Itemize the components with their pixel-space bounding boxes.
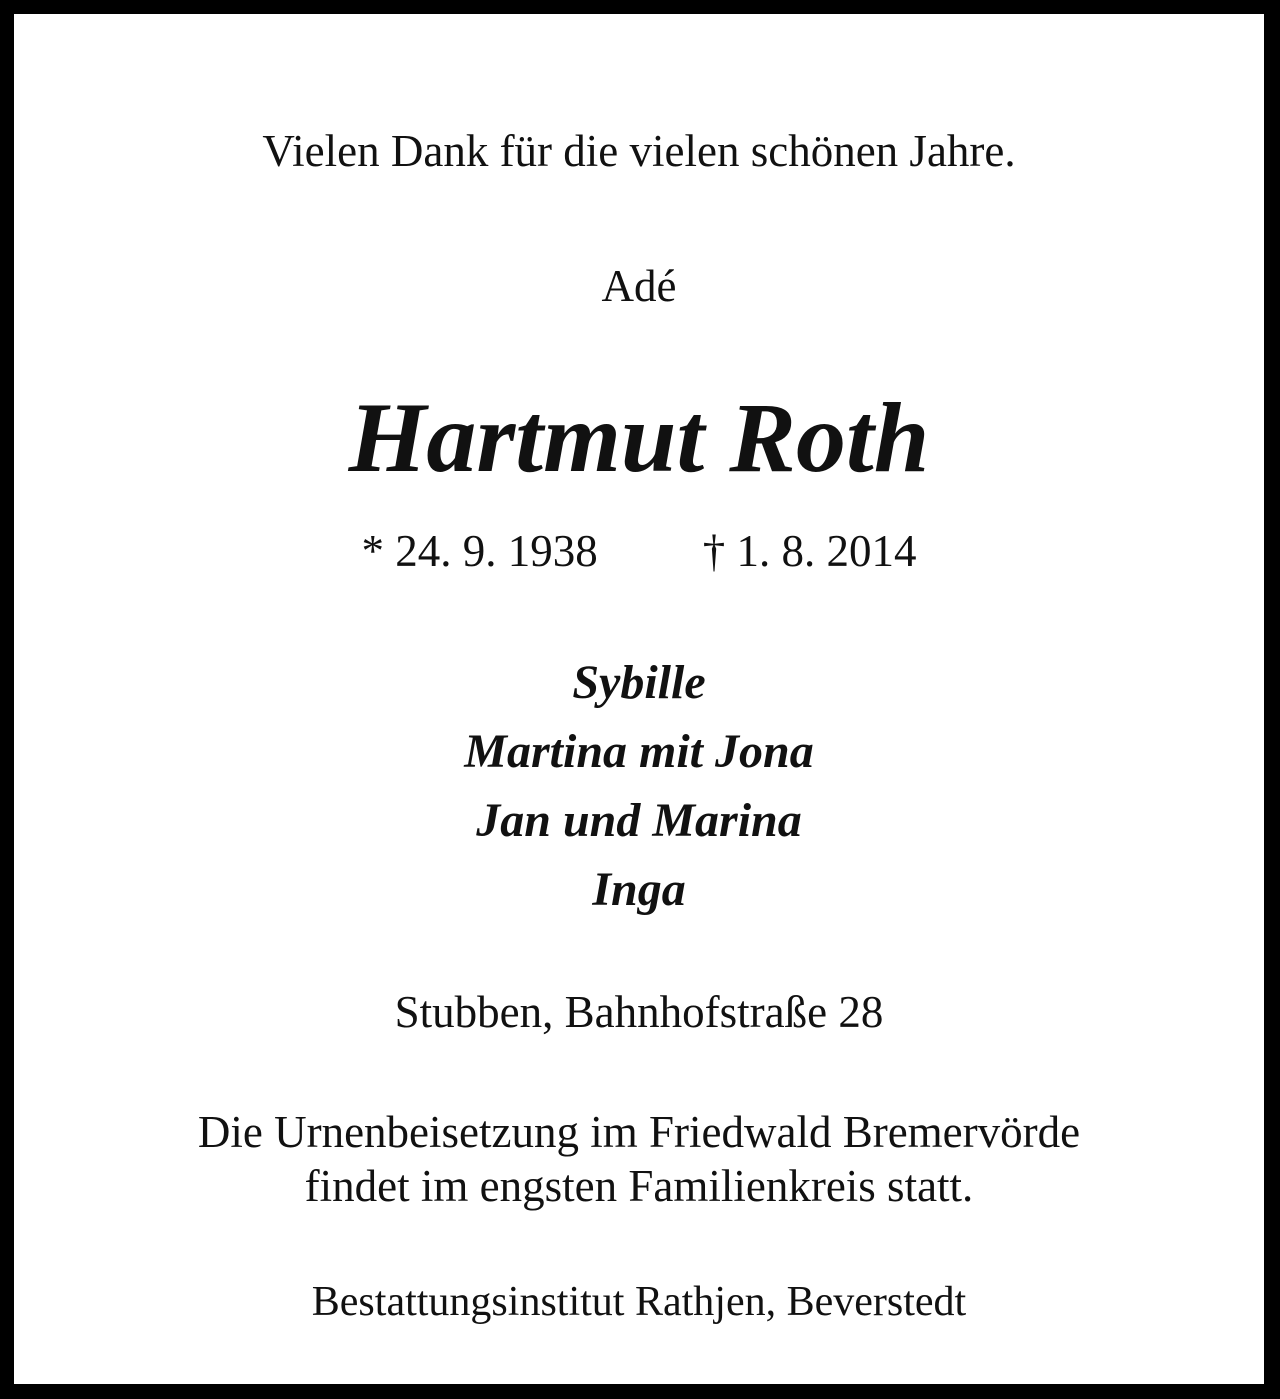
mourner-name: Inga xyxy=(592,863,686,916)
mourner-name: Sybille xyxy=(572,656,706,709)
birth-date: * 24. 9. 1938 xyxy=(361,526,598,576)
burial-info-line: Die Urnenbeisetzung im Friedwald Bremervörde xyxy=(197,1107,1081,1157)
undertaker-credit: Bestattungsinstitut Rathjen, Beverstedt xyxy=(311,1279,967,1325)
family-address: Stubben, Bahnhofstraße 28 xyxy=(394,987,884,1037)
intro-text: Vielen Dank für die vielen schönen Jahre. xyxy=(262,126,1016,176)
burial-info-line: findet im engsten Familienkreis statt. xyxy=(304,1161,974,1211)
obituary-notice xyxy=(14,14,1264,1384)
mourner-name: Jan und Marina xyxy=(476,794,802,847)
deceased-name: Hartmut Roth xyxy=(348,382,930,493)
farewell-text: Adé xyxy=(601,261,677,311)
death-date: † 1. 8. 2014 xyxy=(702,526,917,576)
life-dates xyxy=(14,526,1264,576)
mourner-name: Martina mit Jona xyxy=(464,725,814,778)
